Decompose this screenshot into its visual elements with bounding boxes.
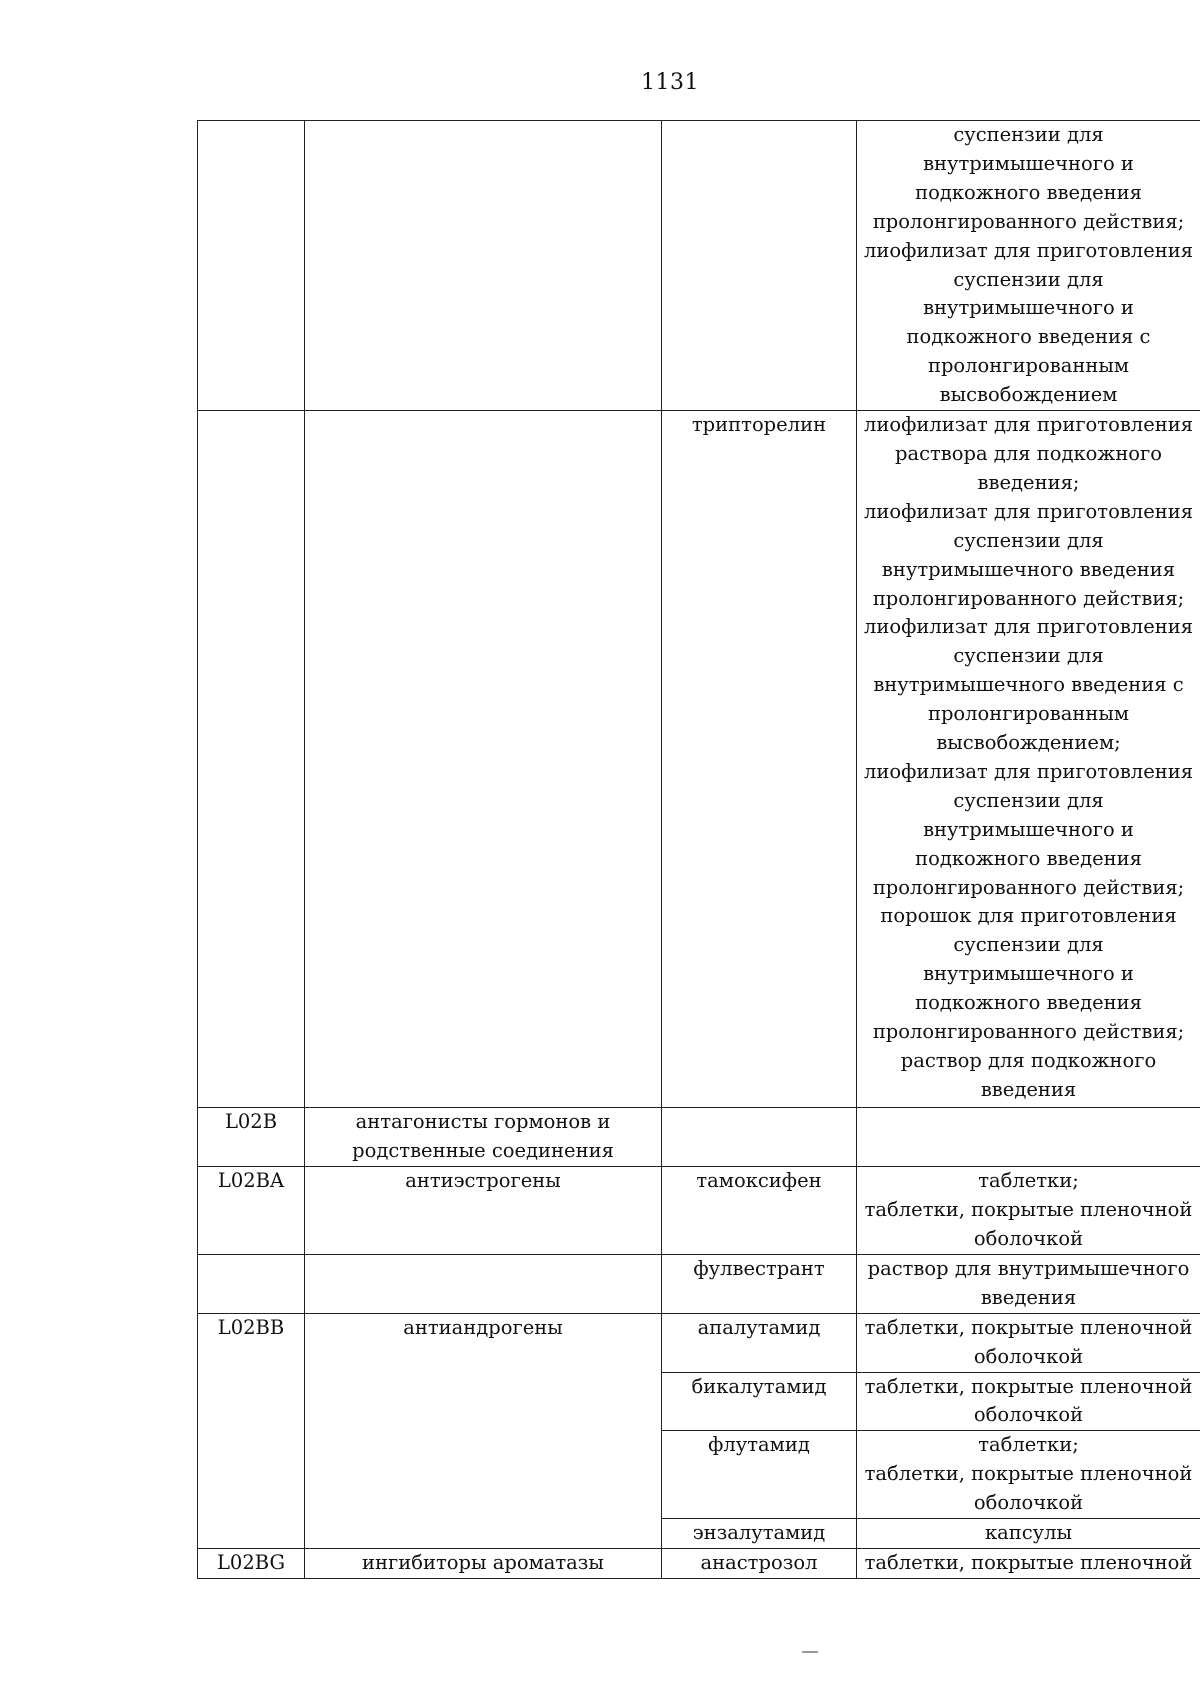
atc-code-cell — [198, 121, 305, 411]
dosage-form-cell: таблетки; таблетки, покрытые пленочной оболочкой — [857, 1166, 1200, 1254]
table-row — [198, 1549, 1200, 1579]
drug-name-cell — [662, 1108, 857, 1167]
atc-code-cell — [198, 1254, 305, 1313]
dosage-form-cell: таблетки, покрытые пленочной — [857, 1549, 1200, 1579]
table-row — [198, 411, 1200, 1108]
drug-name-cell: фулвестрант — [662, 1254, 857, 1313]
table-row — [198, 1166, 1200, 1254]
page-number: 1131 — [641, 70, 699, 95]
table-row — [198, 121, 1200, 411]
dosage-form-cell: лиофилизат для приготовления раствора для подкожного введения; лиофилизат для приготовления суспензии для внутримышечного введения пролонгированного действия; лиофилизат для приготовления суспензии для внутримышечного введения с пролонгированным высвобождением; лиофилизат для приготовления суспензии для внутримышечного и подкожного введения пролонгированного действия; порошок для приготовления суспензии для внутримышечного и подкожного введения пролонгированного действия; раствор для подкожного введения — [857, 411, 1200, 1108]
dosage-form-cell: таблетки, покрытые пленочной оболочкой — [857, 1313, 1200, 1372]
dosage-form-cell: суспензии для внутримышечного и подкожного введения пролонгированного действия; лиофилизат для приготовления суспензии для внутримышечного и подкожного введения с пролонгированным высвобождением — [857, 121, 1200, 411]
atc-code-cell: L02BA — [198, 1166, 305, 1254]
group-name-cell: антагонисты гормонов и родственные соединения — [305, 1108, 662, 1167]
drug-name-cell: флутамид — [662, 1431, 857, 1519]
drug-name-cell: трипторелин — [662, 411, 857, 1108]
table-row — [198, 1313, 1200, 1372]
drug-name-cell: тамоксифен — [662, 1166, 857, 1254]
drug-name-cell — [662, 121, 857, 411]
drug-table — [197, 120, 1200, 1579]
atc-code-cell: L02BB — [198, 1313, 305, 1549]
scan-mark — [802, 1651, 818, 1653]
group-name-cell — [305, 1254, 662, 1313]
dosage-form-cell: раствор для внутримышечного введения — [857, 1254, 1200, 1313]
atc-code-cell: L02BG — [198, 1549, 305, 1579]
dosage-form-cell — [857, 1108, 1200, 1167]
drug-name-cell: апалутамид — [662, 1313, 857, 1372]
table-row — [198, 1254, 1200, 1313]
group-name-cell: антиэстрогены — [305, 1166, 662, 1254]
group-name-cell: ингибиторы ароматазы — [305, 1549, 662, 1579]
dosage-form-cell: таблетки, покрытые пленочной оболочкой — [857, 1372, 1200, 1431]
group-name-cell — [305, 121, 662, 411]
atc-code-cell — [198, 411, 305, 1108]
drug-name-cell: бикалутамид — [662, 1372, 857, 1431]
table-row — [198, 1108, 1200, 1167]
dosage-form-cell: капсулы — [857, 1519, 1200, 1549]
atc-code-cell: L02B — [198, 1108, 305, 1167]
drug-name-cell: энзалутамид — [662, 1519, 857, 1549]
group-name-cell — [305, 411, 662, 1108]
group-name-cell: антиандрогены — [305, 1313, 662, 1549]
drug-name-cell: анастрозол — [662, 1549, 857, 1579]
dosage-form-cell: таблетки; таблетки, покрытые пленочной оболочкой — [857, 1431, 1200, 1519]
